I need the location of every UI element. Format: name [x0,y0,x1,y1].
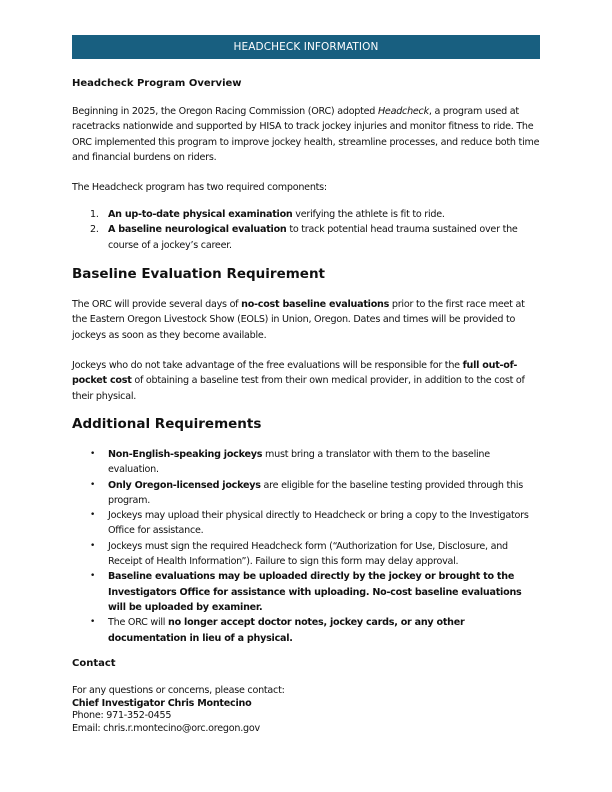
bullet-icon: • [90,540,96,551]
banner-title: HEADCHECK INFORMATION [233,41,379,53]
contact-name: Chief Investigator Chris Montecino [72,697,252,709]
baseline-heading: Baseline Evaluation Requirement [72,266,326,282]
additional-heading: Additional Requirements [72,416,262,432]
contact-block [72,685,285,735]
contact-email: Email: chris.r.montecino@orc.oregon.gov [72,722,260,734]
headcheck-italic: Headcheck [377,106,429,117]
requirements-list [72,447,542,646]
baseline-paragraph-2: Jockeys who do not take advantage of the free evaluations will be responsible for the full out-of-pocket cost of obtaining a baseline test from their own medical provider, in addition to the cost of their physical. [72,360,525,402]
overview-paragraph: Beginning in 2025, the Oregon Racing Commission (ORC) adopted Headcheck, a program used at racetracks nationwide and supported by HISA to track jockey injuries and monitor fitness to ride. The ORC implemented this program to improve jockey health, streamline processes, and reduce both time and financial burdens on riders. [72,106,540,163]
bullet-icon: • [90,617,96,628]
document-page [72,35,540,734]
list-item: • Only Oregon-licensed jockeys are eligible for the baseline testing provided through this program. [90,479,524,506]
contact-intro: For any questions or concerns, please contact: [72,685,285,696]
list-item: • The ORC will no longer accept doctor notes, jockey cards, or any other documentation in lieu of a physical. [90,617,465,644]
contact-phone: Phone: 971-352-0455 [72,710,172,721]
list-item: 2. A baseline neurological evaluation to track potential head trauma sustained over the course of a jockey’s career. [90,224,518,251]
bullet-icon: • [90,449,96,459]
baseline-paragraph-1: The ORC will provide several days of no-cost baseline evaluations prior to the first race meet at the Eastern Oregon Livestock Show (EOLS) in Union, Oregon. Dates and times will be provided to jockeys as soon as they become available. [72,299,525,341]
bullet-icon: • [90,510,96,521]
overview-heading: Headcheck Program Overview [72,78,242,89]
list-item: • Non-English-speaking jockeys must bring a translator with them to the baseline evaluation. [90,449,490,476]
list-item: 1. An up-to-date physical examination verifying the athlete is fit to ride. [90,209,445,220]
contact-heading: Contact [72,658,116,669]
list-item: • Jockeys may upload their physical directly to Headcheck or bring a copy to the Investigators Office for assistance. [90,510,529,537]
bullet-icon: • [90,571,96,582]
components-intro: The Headcheck program has two required components: [72,182,327,193]
bullet-icon: • [90,479,96,490]
list-item: • Baseline evaluations may be uploaded directly by the jockey or brought to the Investigators Office for assistance with uploading. No-cost baseline evaluations will be uploaded by examiner. [90,571,522,613]
components-list [72,207,532,253]
header-banner [72,35,540,59]
list-item: • Jockeys must sign the required Headcheck form (“Authorization for Use, Disclosure, and Receipt of Health Information”). Failure to sign this form may delay approval. [90,540,508,568]
